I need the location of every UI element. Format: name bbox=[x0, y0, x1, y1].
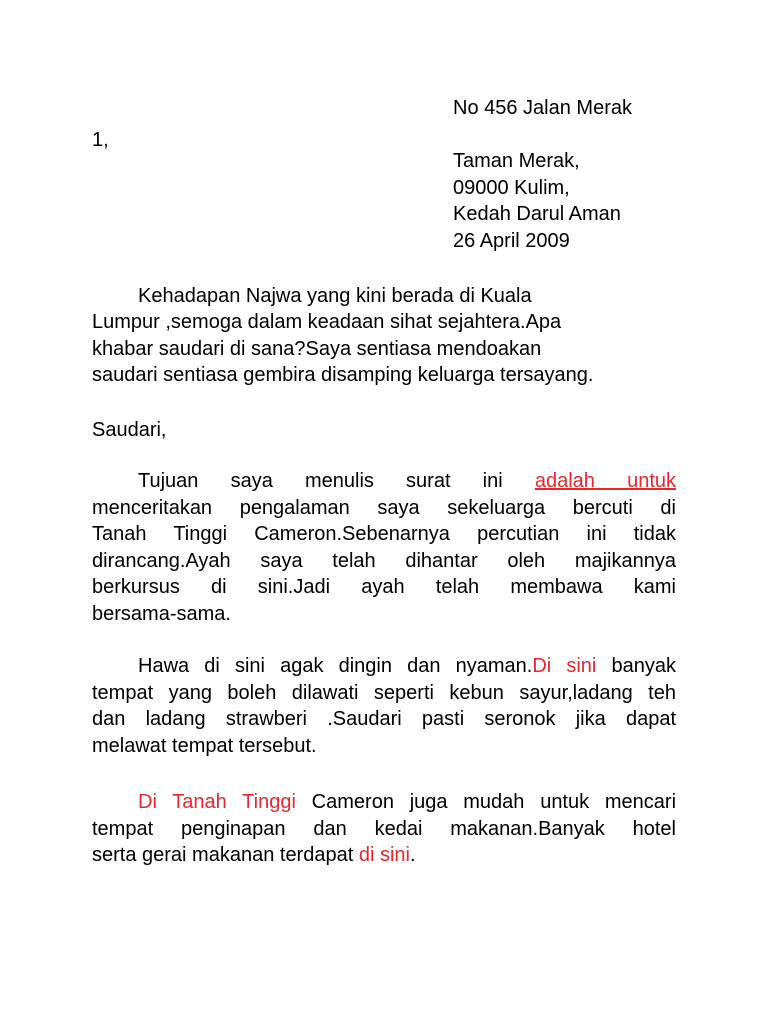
paragraph-3-line-1 bbox=[92, 789, 676, 816]
paragraph-1-line-6: bersama-sama. bbox=[92, 602, 231, 625]
address-line-2: Taman Merak, bbox=[453, 150, 580, 172]
paragraph-3 bbox=[92, 789, 676, 869]
address-line-3: 09000 Kulim, bbox=[453, 177, 570, 199]
paragraph-3-text: Cameron juga mudah untuk mencari bbox=[295, 791, 677, 813]
salutation: Saudari, bbox=[92, 419, 167, 441]
greeting-line-4: saudari sentiasa gembira disamping keluarga tersayang. bbox=[92, 364, 594, 386]
greeting-line-2: Lumpur ,semoga dalam keadaan sihat sejahtera.Apa bbox=[92, 311, 562, 333]
paragraph-2-line-3: dan ladang strawberi .Saudari pasti seronok jika dapat bbox=[92, 708, 676, 730]
address-line-1: No 456 Jalan Merak bbox=[453, 97, 632, 119]
highlight-di-sini: Di sini bbox=[532, 655, 597, 677]
paragraph-1 bbox=[92, 468, 676, 627]
paragraph-1-line-1 bbox=[92, 468, 676, 495]
paragraph-1-line-2: menceritakan pengalaman saya sekeluarga bercuti di bbox=[92, 496, 676, 519]
paragraph-2 bbox=[92, 653, 676, 759]
paragraph-2-line-1 bbox=[92, 653, 676, 680]
paragraph-2-text-post: banyak bbox=[596, 655, 676, 677]
highlight-di-sini-2: di sini bbox=[358, 844, 410, 866]
paragraph-1-line-5: berkursus di sini.Jadi ayah telah membawa kami bbox=[92, 576, 676, 598]
highlight-adalah-untuk: adalah untuk bbox=[534, 470, 677, 492]
paragraph-1-text: Tujuan saya menulis surat ini bbox=[138, 470, 503, 492]
paragraph-3-text-pre: serta gerai makanan terdapat bbox=[92, 844, 359, 866]
paragraph-2-line-2: tempat yang boleh dilawati seperti kebun sayur,ladang teh bbox=[92, 681, 676, 704]
highlight-di-tanah-tinggi: Di Tanah Tinggi bbox=[138, 791, 296, 813]
paragraph-3-line-3 bbox=[92, 842, 676, 869]
paragraph-1-line-3: Tanah Tinggi Cameron.Sebenarnya percutian ini tidak bbox=[92, 523, 676, 545]
greeting-line-3: khabar saudari di sana?Saya sentiasa mendoakan bbox=[92, 338, 542, 360]
address-line-4: Kedah Darul Aman bbox=[453, 203, 621, 225]
paragraph-2-line-4: melawat tempat tersebut. bbox=[92, 734, 317, 757]
letter-date: 26 April 2009 bbox=[453, 230, 570, 252]
paragraph-3-period: . bbox=[409, 844, 416, 866]
paragraph-3-line-2: tempat penginapan dan kedai makanan.Banyak hotel bbox=[92, 817, 676, 840]
paragraph-2-text: Hawa di sini agak dingin dan nyaman. bbox=[138, 655, 533, 677]
paragraph-1-line-4: dirancang.Ayah saya telah dihantar oleh majikannya bbox=[92, 549, 676, 572]
greeting-line-1: Kehadapan Najwa yang kini berada di Kuala bbox=[138, 285, 532, 307]
address-line-1-wrap: 1, bbox=[92, 129, 109, 151]
